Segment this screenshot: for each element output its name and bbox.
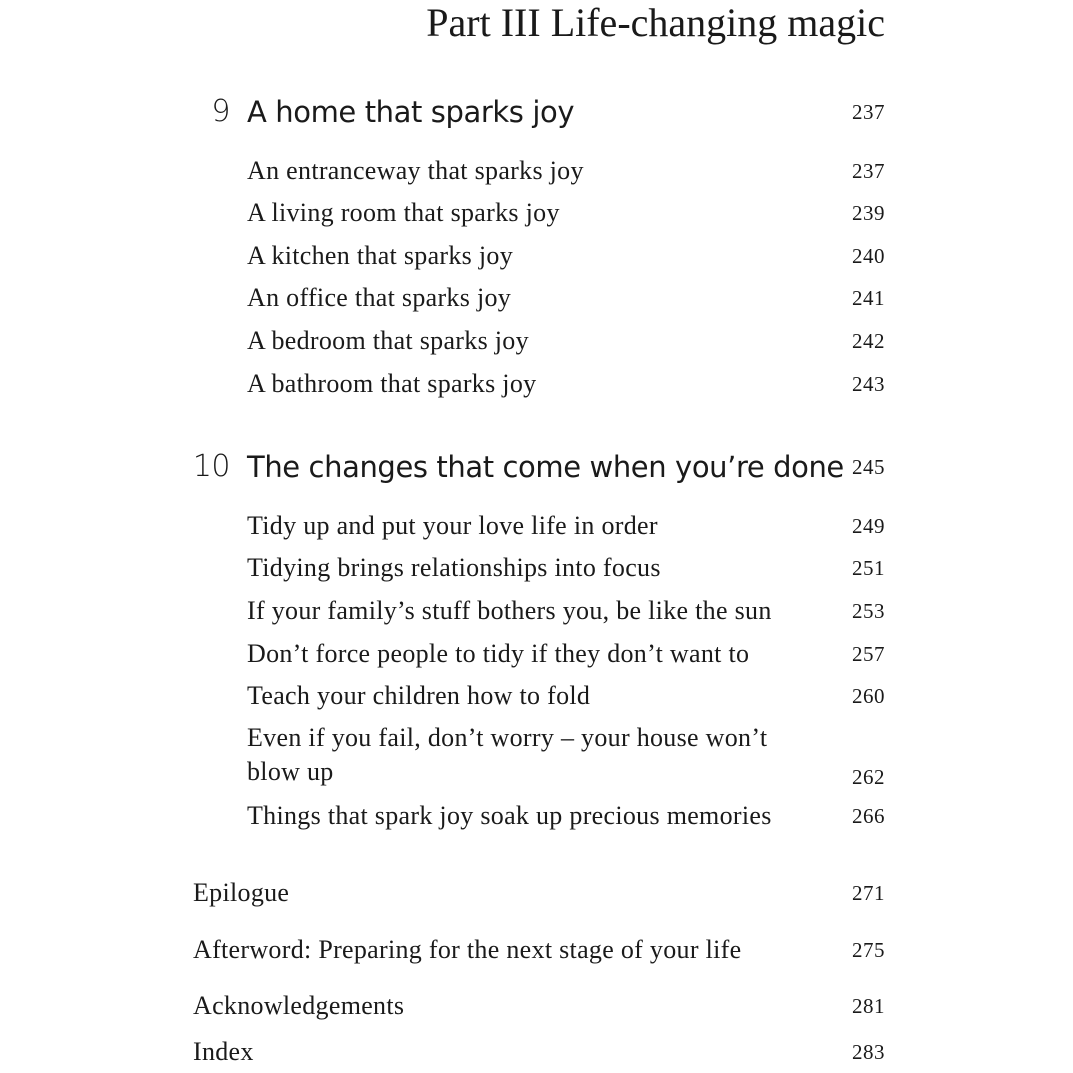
- entry-title: A bathroom that sparks joy: [247, 369, 537, 398]
- chapter-number: 9: [211, 94, 230, 129]
- chapter-number: 10: [192, 449, 230, 484]
- chapter-title: A home that sparks joy: [247, 95, 575, 129]
- page-number: 262: [852, 765, 885, 789]
- entry-title: Teach your children how to fold: [247, 681, 591, 710]
- page-number: 260: [852, 684, 885, 708]
- toc-entry[interactable]: [0, 192, 1073, 234]
- chapter-heading[interactable]: [0, 90, 1073, 134]
- toc-entry[interactable]: [0, 795, 1073, 837]
- toc-entry[interactable]: [0, 675, 1073, 717]
- entry-title: Don’t force people to tidy if they don’t want to: [247, 639, 750, 668]
- page-number: 240: [852, 244, 885, 268]
- back-matter-entry[interactable]: [0, 985, 1073, 1027]
- entry-title: A living room that sparks joy: [247, 198, 560, 227]
- page-number: 271: [852, 881, 885, 905]
- toc-entry[interactable]: [0, 633, 1073, 675]
- back-matter-entry[interactable]: [0, 1031, 1073, 1073]
- toc-entry[interactable]: [0, 363, 1073, 405]
- entry-title: Even if you fail, don’t worry – your house won’t blow up: [247, 723, 768, 786]
- page-number: 253: [852, 599, 885, 623]
- toc-entry[interactable]: [0, 590, 1073, 632]
- entry-title: An entranceway that sparks joy: [247, 156, 584, 185]
- entry-title: Tidying brings relationships into focus: [247, 553, 661, 582]
- page-number: 266: [852, 804, 885, 828]
- toc-entry[interactable]: [0, 277, 1073, 319]
- page-number: 283: [852, 1040, 885, 1064]
- page-number: 249: [852, 514, 885, 538]
- back-matter-title: Afterword: Preparing for the next stage of your life: [193, 935, 742, 964]
- chapter-heading[interactable]: [0, 445, 1073, 489]
- entry-title: If your family’s stuff bothers you, be like the sun: [247, 596, 772, 625]
- toc-entry[interactable]: [0, 150, 1073, 192]
- page-number: 245: [852, 455, 885, 479]
- page-number: 251: [852, 556, 885, 580]
- page-number: 281: [852, 994, 885, 1018]
- page-number: 275: [852, 938, 885, 962]
- toc-entry[interactable]: [0, 320, 1073, 362]
- toc-entry[interactable]: [0, 547, 1073, 589]
- back-matter-title: Index: [193, 1037, 254, 1066]
- chapter-title: The changes that come when you’re done: [247, 450, 844, 484]
- back-matter-title: Epilogue: [193, 878, 290, 907]
- entry-title: Tidy up and put your love life in order: [247, 511, 658, 540]
- page-number: 242: [852, 329, 885, 353]
- entry-title: An office that sparks joy: [247, 283, 512, 312]
- toc-entry[interactable]: [0, 235, 1073, 277]
- page-number: 237: [852, 100, 885, 124]
- toc-entry[interactable]: [0, 505, 1073, 547]
- part-title: Part III Life-changing magic: [426, 0, 885, 45]
- page-number: 239: [852, 201, 885, 225]
- entry-title: A bedroom that sparks joy: [247, 326, 529, 355]
- toc-entry[interactable]: [0, 718, 1073, 798]
- entry-title: A kitchen that sparks joy: [247, 241, 514, 270]
- back-matter-entry[interactable]: [0, 872, 1073, 914]
- back-matter-title: Acknowledgements: [193, 991, 405, 1020]
- page-number: 241: [852, 286, 885, 310]
- entry-title: Things that spark joy soak up precious memories: [247, 801, 772, 830]
- page-number: 237: [852, 159, 885, 183]
- back-matter-entry[interactable]: [0, 929, 1073, 971]
- page-number: 243: [852, 372, 885, 396]
- page-number: 257: [852, 642, 885, 666]
